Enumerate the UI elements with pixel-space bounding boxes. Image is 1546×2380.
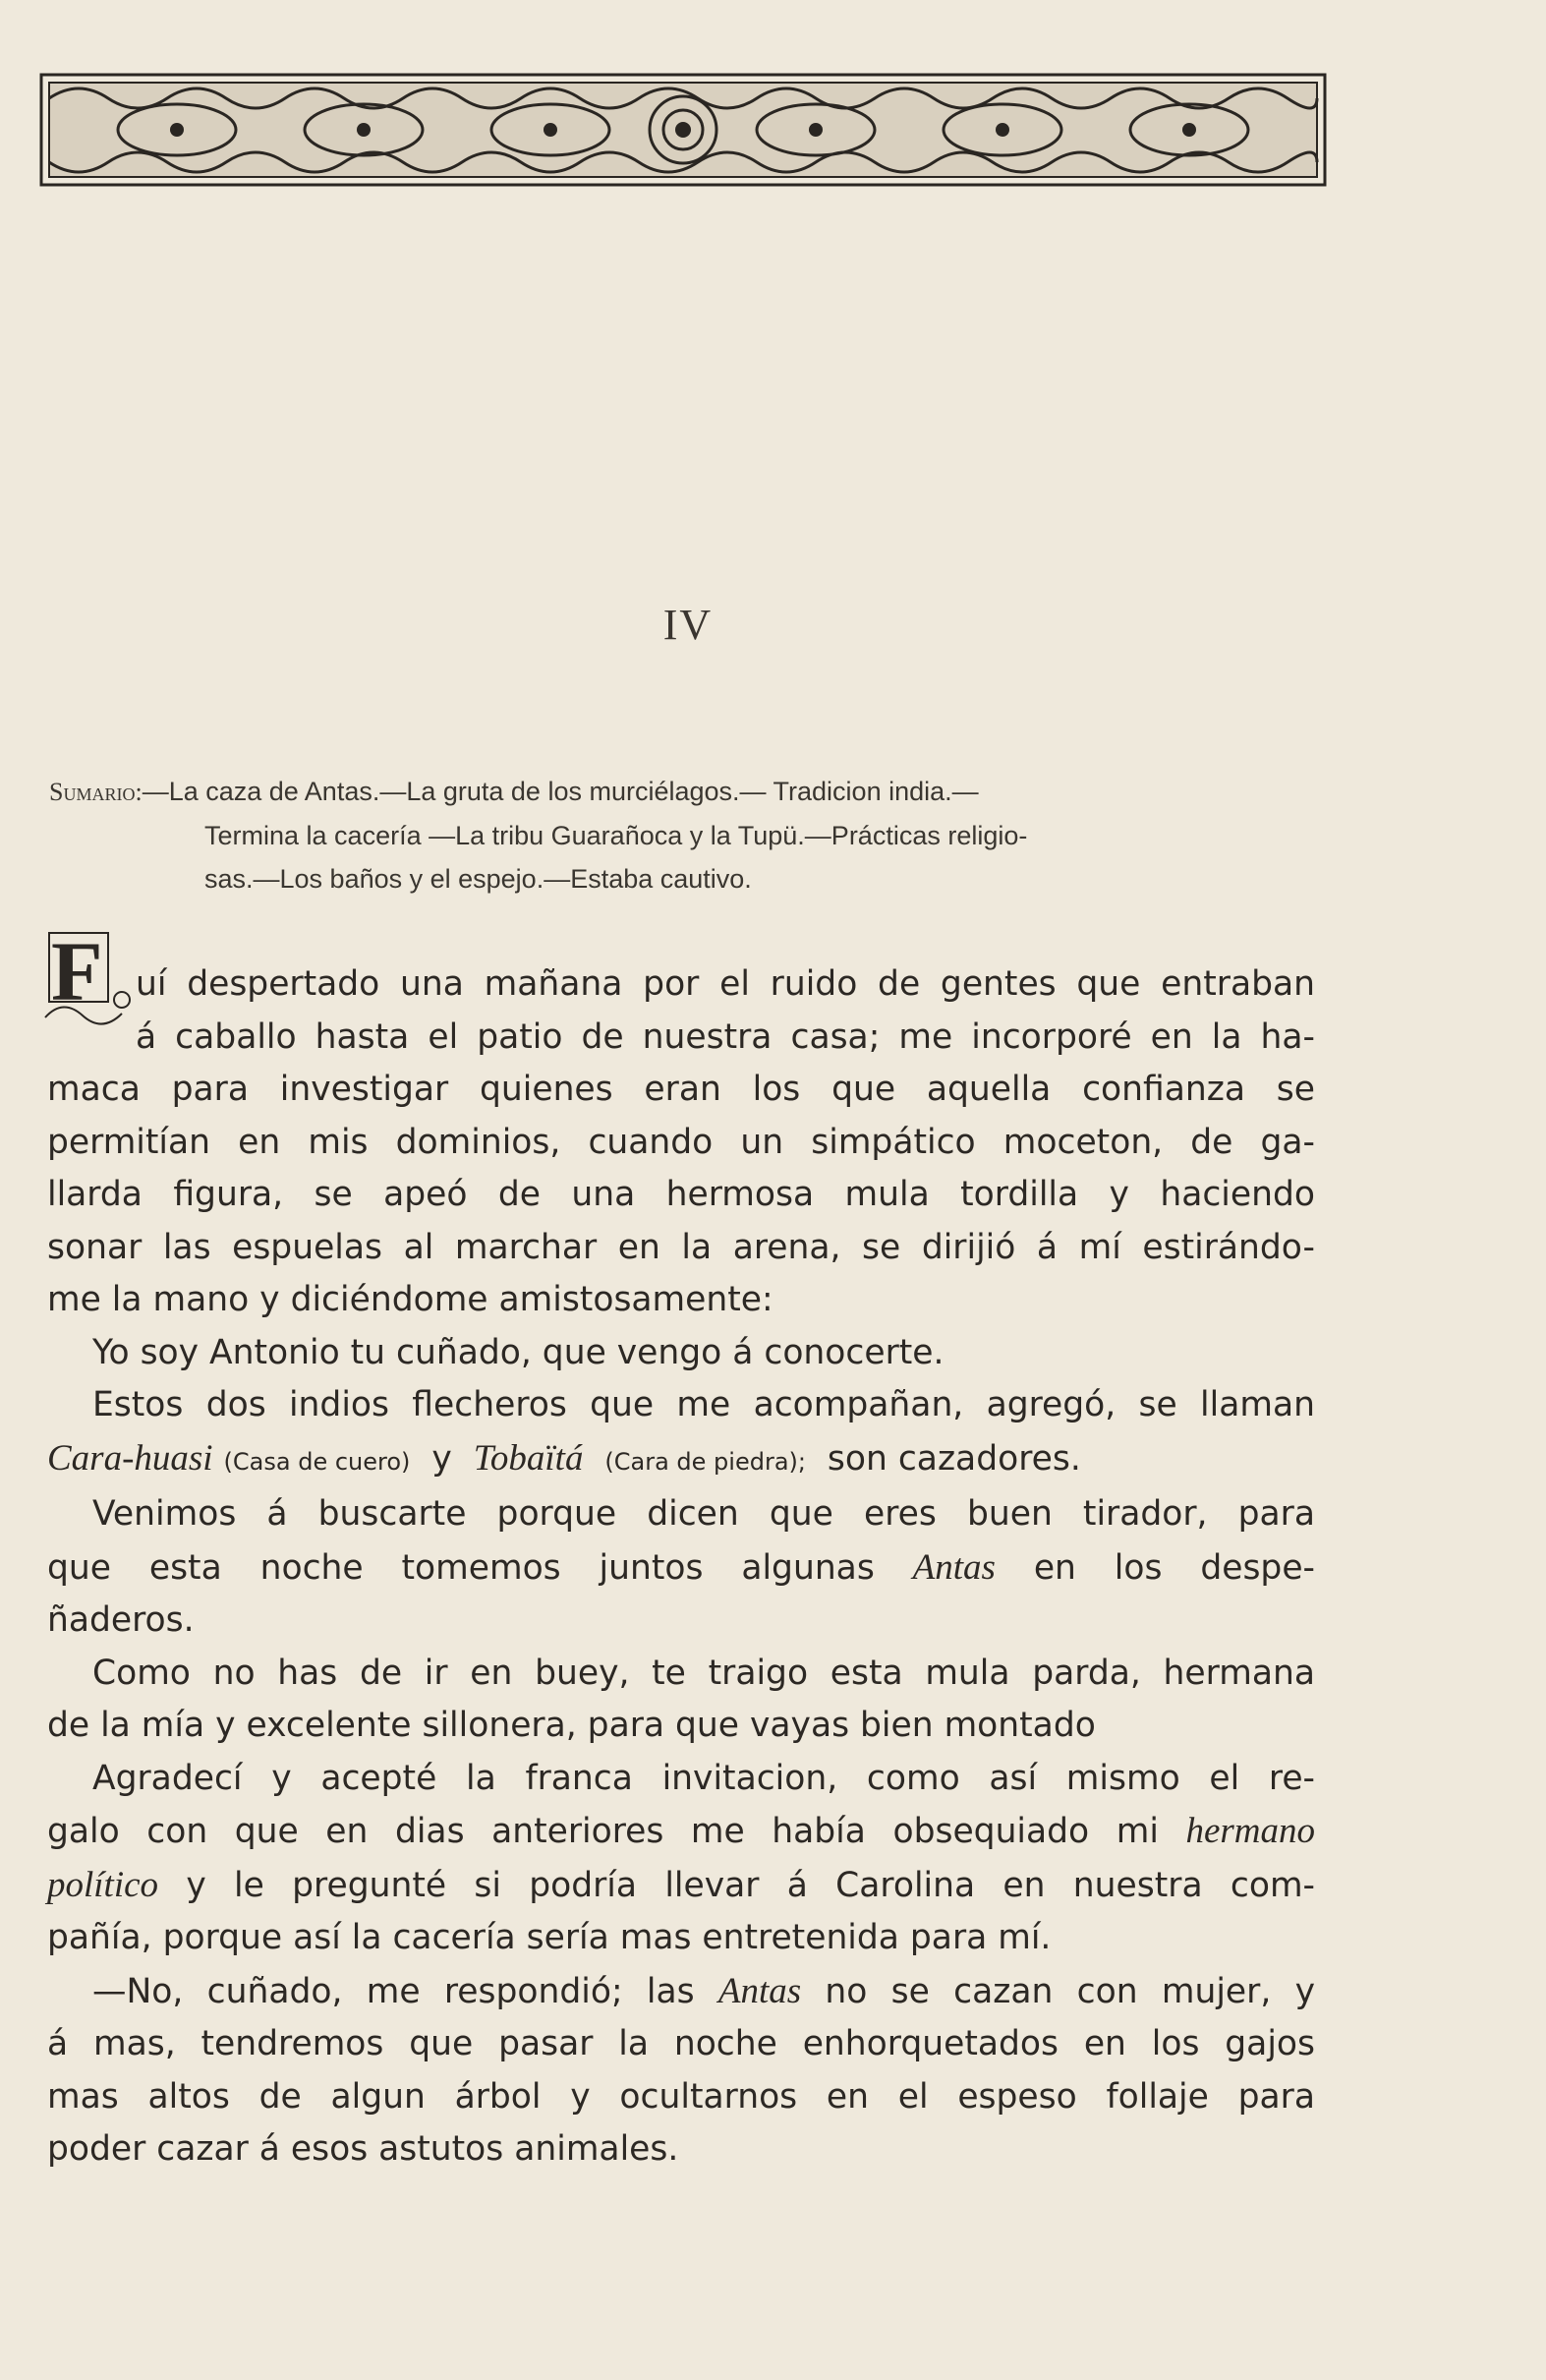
text-line [47, 1432, 1315, 1489]
text-fragment: que esta noche tomemos juntos algunas [47, 1547, 875, 1588]
text-fragment: y le pregunté si podría llevar á Carolina en nuestra com- [186, 1865, 1316, 1905]
indian-name-1: Cara-huasi [47, 1437, 213, 1479]
dropcap-letter: F [51, 924, 103, 1018]
text-line: á caballo hasta el patio de nuestra casa; me incorporé en la ha- [136, 1016, 1315, 1057]
translation-2: (Cara de piedra); [604, 1447, 806, 1476]
italic-term: Antas [912, 1546, 996, 1588]
text-fragment: en los despe- [1033, 1547, 1315, 1588]
text-line: Estos dos indios flecheros que me acompañan, agregó, se llaman [92, 1385, 1315, 1424]
text-line: ñaderos. [47, 1600, 195, 1640]
text-fragment: no se cazan con mujer, y [825, 1971, 1315, 2011]
text-line: sonar las espuelas al marchar en la arena, se dirijió á mí estirándo- [47, 1227, 1315, 1267]
translation-1: (Casa de cuero) [223, 1447, 411, 1476]
text-line: á mas, tendremos que pasar la noche enhorquetados en los gajos [47, 2024, 1315, 2063]
text-line [47, 1859, 1315, 1913]
text-fragment: galo con que en dias anteriores me había obsequiado mi [47, 1812, 1159, 1851]
text-fragment: y [431, 1438, 452, 1479]
text-line [47, 1541, 1315, 1596]
text-line: Yo soy Antonio tu cuñado, que vengo á conocerte. [92, 1332, 945, 1372]
text-fragment: —No, cuñado, me respondió; las [92, 1971, 695, 2011]
text-line: uí despertado una mañana por el ruido de gentes que entraban [136, 964, 1315, 1004]
summary-text: —La caza de Antas.—La gruta de los murciélagos.— Tradicion india.— [142, 777, 979, 806]
summary-line [49, 770, 1317, 814]
text-line: de la mía y excelente sillonera, para que vayas bien montado [47, 1706, 1096, 1745]
text-line: pañía, porque así la cacería sería mas entretenida para mí. [47, 1918, 1052, 1957]
indian-name-2: Tobaïtá [473, 1437, 584, 1479]
summary-line: Termina la cacería —La tribu Guarañoca y la Tupü.—Prácticas religio- [204, 821, 1028, 850]
text-line [47, 1965, 1315, 2019]
italic-term: político [47, 1864, 159, 1905]
summary-lead: Sumario: [49, 778, 143, 806]
summary-line: sas.—Los baños y el espejo.—Estaba cautivo. [204, 864, 752, 894]
text-line: Agradecí y acepté la franca invitacion, como así mismo el re- [92, 1758, 1315, 1798]
text-line: Venimos á buscarte porque dicen que eres buen tirador, para [92, 1494, 1315, 1534]
chapter-number: IV [662, 601, 714, 649]
text-line: me la mano y diciéndome amistosamente: [47, 1280, 773, 1319]
text-line: mas altos de algun árbol y ocultarnos en el espeso follaje para [47, 2076, 1315, 2117]
text-fragment: son cazadores. [827, 1438, 1081, 1479]
text-line: maca para investigar quienes eran los que aquella confianza se [47, 1070, 1315, 1109]
text-line: llarda figura, se apeó de una hermosa mula tordilla y haciendo [47, 1175, 1315, 1214]
italic-term: hermano [1185, 1811, 1315, 1851]
text-line: Como no has de ir en buey, te traigo esta mula parda, hermana [92, 1653, 1315, 1693]
italic-term: Antas [717, 1970, 802, 2011]
text-line: poder cazar á esos astutos animales. [47, 2129, 679, 2169]
chapter-summary [49, 770, 1317, 900]
body-text [47, 958, 1315, 2177]
decorative-band-icon [39, 69, 1327, 192]
text-line: permitían en mis dominios, cuando un simpático moceton, de ga- [47, 1122, 1315, 1162]
text-line [47, 1805, 1315, 1859]
